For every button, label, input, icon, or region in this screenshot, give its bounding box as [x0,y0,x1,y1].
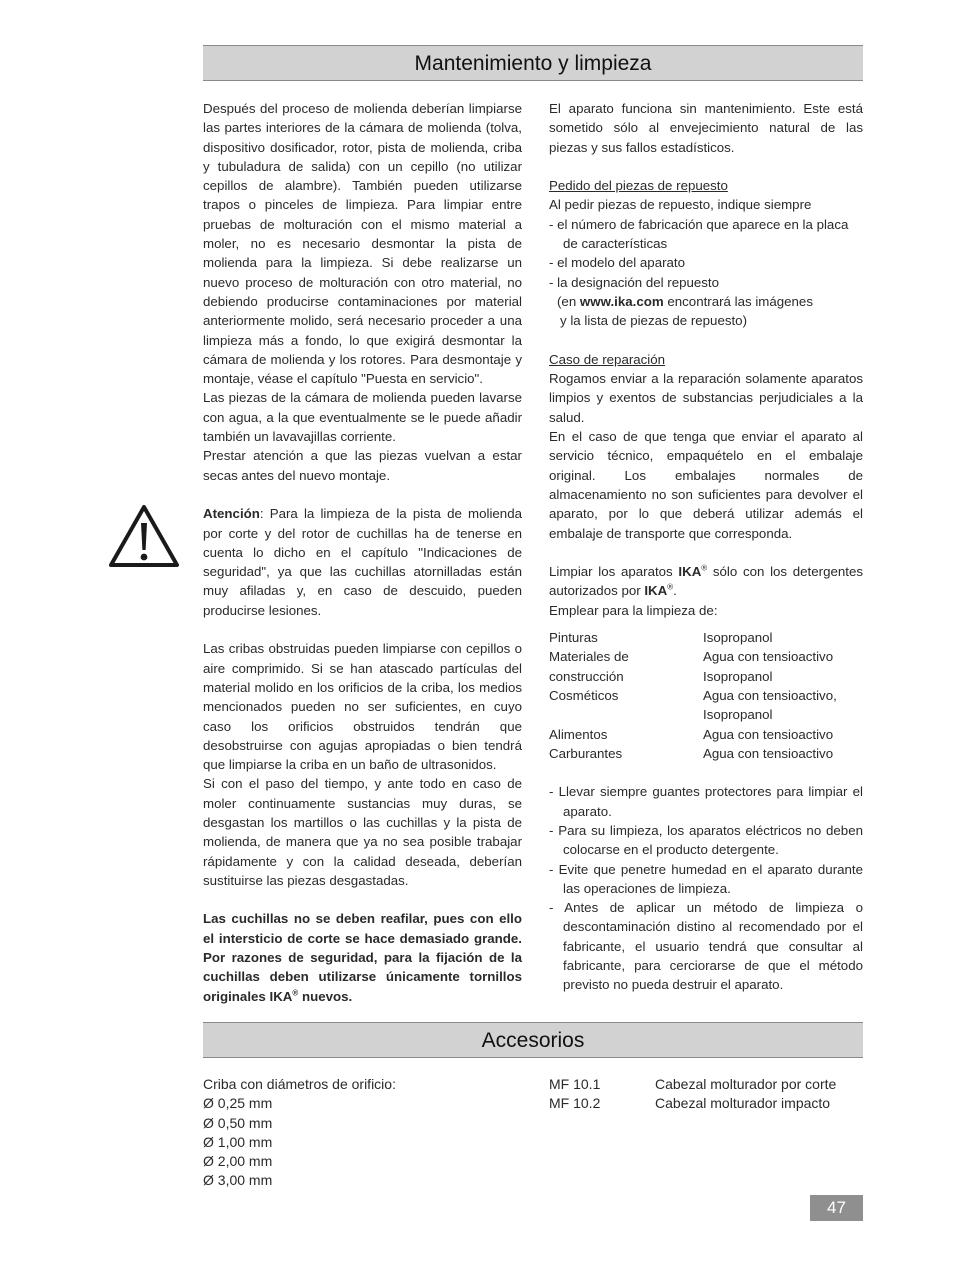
section-title-maintenance: Mantenimiento y limpieza [203,45,863,81]
website-link[interactable]: www.ika.com [579,293,664,309]
spare-note-line2: y la lista de piezas de repuesto) [560,313,748,329]
accessory-name: Cabezal molturador por corte [655,1076,837,1092]
clean-mid: sólo con los detergentes autorizados por [549,564,863,599]
list-item: - la designación del repuesto [549,274,720,290]
spare-parts-intro: Al pedir piezas de repuesto, indique siempre [549,197,812,213]
spare-note-pre: (en [557,293,580,309]
table-cell-agent: Isopropanol [703,707,773,723]
registered-mark: ® [292,988,299,998]
table-cell-agent: Agua con tensioactivo [703,649,834,665]
page-number: 47 [810,1195,863,1221]
table-cell-agent: Agua con tensioactivo [703,726,834,742]
table-cell-item: Carburantes [549,745,623,761]
accessory-list [549,1075,863,1114]
table-cell-agent: Agua con tensioactivo, [703,687,837,703]
warning-bold-paragraph [203,909,522,1005]
cleaning-intro: Emplear para la limpieza de: [549,602,718,618]
table-row [549,667,863,686]
registered-mark: ® [667,583,674,592]
table-cell-item: Cosméticos [549,687,619,703]
accessory-name: Cabezal molturador impacto [655,1095,831,1112]
cleaning-paragraph [549,562,863,601]
attention-text: : Para la limpieza de la pista de molienda por corte y del rotor de cuchillas ha de tenerse en cuenta lo dicho en el capítulo "Indicaciones de seguridad", ya que las cuchillas atornilladas están muy afiladas y, en caso de descuido, pueden producirse lesiones. [203,506,522,618]
list-item: Ø 0,50 mm [203,1114,273,1131]
accessory-code: MF 10.1 [549,1076,601,1092]
list-item: Ø 1,00 mm [203,1133,273,1150]
paragraph: Las cribas obstruidas pueden limpiarse con cepillos o aire comprimido. Si se han atascado partículas del material molido en los orificios de la criba, los medios mencionados pueden no ser suficientes, en cuyo caso los orificios obstruidos tendrán que desobstruirse con agujas apropiadas o bien tendrá que limpiarse la criba en un baño de ultrasonidos. [203,641,522,773]
paragraph: Si con el paso del tiempo, y ante todo en caso de moler continuamente sustancias muy duras, se desgastan los martillos o las cuchillas y la pista de molienda, de manera que ya no sea posible trabajar rápidamente y con la calidad deseada, deberían sustituirse las piezas desgastadas. [203,776,522,888]
clean-pre: Limpiar los aparatos [549,564,679,580]
table-row [549,686,863,705]
list-item [549,1075,863,1094]
attention-label: Atención [203,506,260,522]
paragraph: Prestar atención a que las piezas vuelvan a estar secas antes del nuevo montaje. [203,448,522,483]
list-item: - Evite que penetre humedad en el aparato durante las operaciones de limpieza. [549,861,863,896]
table-cell-item: construcción [549,668,624,684]
table-cell-item: Materiales de [549,649,629,665]
paragraph: El aparato funciona sin mantenimiento. Este está sometido sólo al envejecimiento natural de las piezas y sus fallos estadísticos. [549,101,863,155]
table-cell-item [549,705,703,724]
spare-note [549,292,863,311]
list-item: Ø 2,00 mm [203,1153,273,1170]
brand: IKA [678,564,702,580]
table-row [549,744,863,763]
paragraph: En el caso de que tenga que enviar el aparato al servicio técnico, empaquételo en el embalaje original. Los embalajes normales de almacenamiento no son suficientes para devolver el aparato, por lo que deberá utilizar además el embalaje de transporte que corresponda. [549,429,863,541]
spare-parts-heading: Pedido del piezas de repuesto [549,178,728,194]
bold-text: Las cuchillas no se deben reafilar, pues con ello el intersticio de corte se hace demasiado grande. Por razones de seguridad, para la fijación de la cuchillas deben utilizarse únicamente tornillos originales IKA [203,911,522,1004]
list-item: - Llevar siempre guantes protectores para limpiar el aparato. [549,784,863,819]
list-item: - el modelo del aparato [549,255,686,271]
clean-end: . [673,583,677,599]
list-item: Ø 0,25 mm [203,1095,273,1112]
list-item [549,1094,863,1113]
right-column [549,99,863,995]
paragraph: Rogamos enviar a la reparación solamente aparatos limpios y exentos de substancias perjudiciales a la salud. [549,371,863,425]
left-column [203,99,522,1006]
registered-mark: ® [701,563,708,573]
table-row [549,705,863,724]
warning-triangle-icon [108,503,180,569]
table-cell-agent: Agua con tensioactivo [703,745,834,761]
list-item: - Antes de aplicar un método de limpieza o descontaminación distino al recomendado por el fabricante, el usuario tendrá que consultar al fabricante, para cerciorarse de que el método previsto no pueda destruir el aparato. [549,900,863,993]
table-row [549,647,863,666]
list-item: - Para su limpieza, los aparatos eléctricos no deben colocarse en el producto detergente. [549,822,863,858]
table-cell-agent: Isopropanol [703,630,773,646]
paragraph: Después del proceso de molienda deberían limpiarse las partes interiores de la cámara de molienda (tolva, dispositivo dosificador, rotor, pista de molienda, criba y tubuladura de salida) con un cepillo (no utilizar cepillos de alambre). También pueden utilizarse trapos o pinceles de limpieza. Para limpiar entre pruebas de molturación con el mismo material a moler, no es necesario desmontar la pista de molienda para la limpieza. Si debe realizarse un nuevo proceso de molturación con otro material, no debiendo producirse contaminaciones por material anteriormente molido, será necesario proceder a una limpieza más a fondo, lo que exigirá desmontar la cámara de molienda y los rotores. Para desmontaje y montaje, véase el capítulo "Puesta en servicio". [203,101,522,387]
cleaning-table [549,628,863,763]
paragraph: Las piezas de la cámara de molienda pueden lavarse con agua, a la que eventualmente se le puede añadir también un lavavajillas corriente. [203,390,522,445]
accessory-code: MF 10.2 [549,1095,601,1112]
table-cell-agent: Isopropanol [703,668,773,684]
spare-note-post: encontrará las imágenes [663,293,813,309]
list-item: Ø 3,00 mm [203,1172,273,1189]
brand: IKA [644,583,668,599]
table-row [549,725,863,744]
sieve-list [203,1075,503,1191]
bold-end: nuevos. [298,988,353,1004]
list-item: - el número de fabricación que aparece en la placa de características [549,216,849,252]
attention-paragraph [203,504,522,620]
section-title-accessories: Accesorios [203,1022,863,1058]
table-row [549,628,863,647]
sieve-title: Criba con diámetros de orificio: [203,1076,396,1092]
table-cell-item: Pinturas [549,630,598,646]
table-cell-item: Alimentos [549,726,608,742]
repair-heading: Caso de reparación [549,351,666,367]
